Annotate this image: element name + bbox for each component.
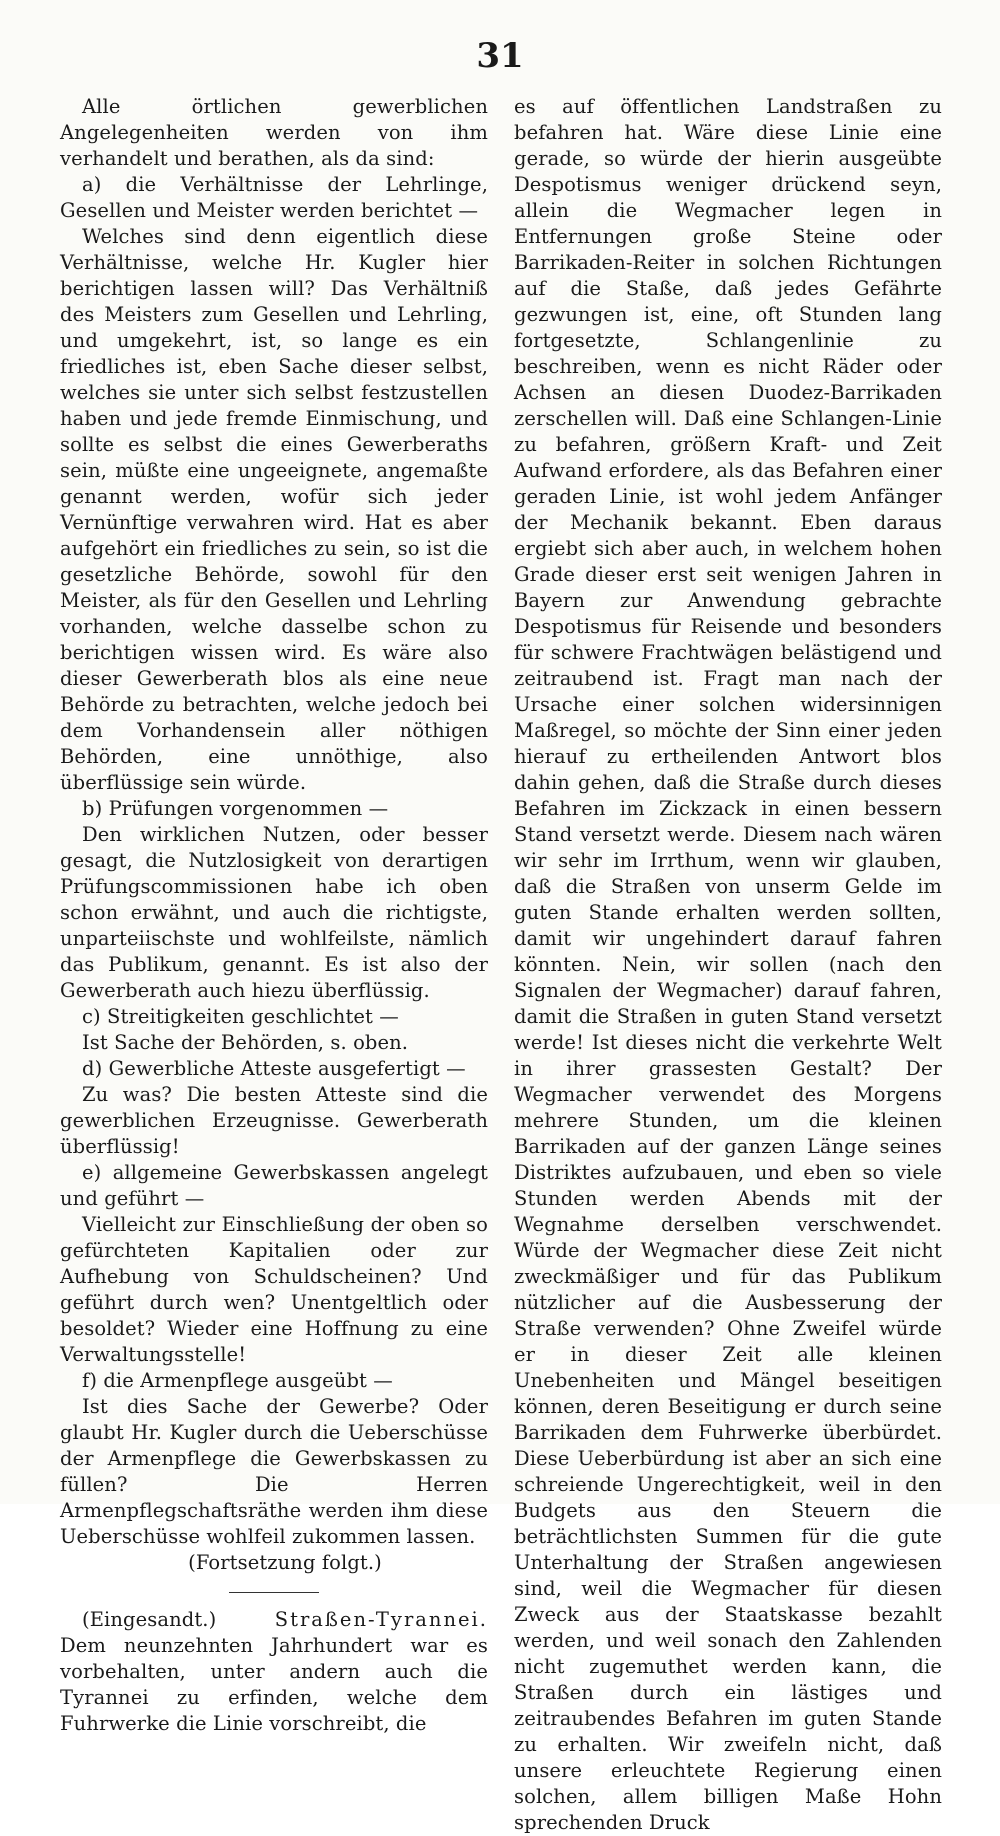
article-prefix: (Eingesandt.) [82,1608,217,1631]
section-divider [229,1592,319,1593]
article-continuation: es auf öffentlichen Landstraßen zu befahren hat. Wäre diese Linie eine gerade, so würde der hierin ausgeübte Despotismus weniger drückend seyn, allein die Wegmacher legen in Entfernungen große Steine oder Barrikaden-Reiter in solchen Richtungen auf die Staße, daß jedes Gefährte gezwungen ist, eine, oft Stunden lang fortgesetzte, Schlangenlinie zu beschreiben, wenn es nicht Räder oder Achsen an diesen Duodez-Barrikaden zerschellen will. Daß eine Schlangen-Linie zu befahren, größern Kraft- und Zeit Aufwand erfordere, als das Befahren einer geraden Linie, ist wohl jedem Anfänger der Mechanik bekannt. Eben daraus ergiebt sich aber auch, in welchem hohen Grade dieser erst seit wenigen Jahren in Bayern zur Anwendung gebrachte Despotismus für Reisende und besonders für schwere Frachtwägen belästigend und zeitraubend ist. Fragt man nach der Ursache einer solchen widersinnigen Maßregel, so möchte der Sinn einer jeden hierauf zu ertheilenden Antwort blos dahin gehen, daß die Straße durch dieses Befahren im Zickzack in einen bessern Stand versetzt werde. Diesem nach wären wir sehr im Irrthum, wenn wir glauben, daß die Straßen von unserm Gelde im guten Stande erhalten werden sollten, damit wir ungehindert darauf fahren könnten. Nein, wir sollen (nach den Signalen der Wegmacher) darauf fahren, damit die Straßen in guten Stand versetzt werde! Ist dieses nicht die verkehrte Welt in ihrer grassesten Gestalt? Der Wegmacher verwendet des Morgens mehrere Stunden, um die kleinen Barrikaden auf der ganzen Länge seines Distriktes aufzubauen, und eben so viele Stunden werden Abends mit der Wegnahme derselben verschwendet. Würde der Wegmacher diese Zeit nicht zweckmäßiger und für das Publikum nützlicher auf die Ausbesserung der Straße verwenden? Ohne Zweifel würde er in dieser Zeit alle kleinen Unebenheiten und Mängel beseitigen können, deren Beseitigung er durch seine Barrikaden dem Fuhrwerke überbürdet. Diese Ueberbürdung ist aber an sich eine schreiende Ungerechtigkeit, weil in den Budgets aus den Steuern die beträchtlichsten Summen für die gute Unterhaltung der Straßen angewiesen sind, weil die Wegmacher für diesen Zweck aus der Staatskasse bezahlt werden, und weil sonach den Zahlenden nicht zugemuthet werden kann, die Straßen durch ein lästiges und zeitraubendes Befahren im guten Stande zu erhalten. Wir zweifeln nicht, daß unsere erleuchtete Regierung einen solchen, allem billigen Maße Hohn sprechenden Druck [514,95,942,1834]
right-column [514,94,942,1836]
paragraph-b-response: Den wirklichen Nutzen, oder besser gesagt, die Nutzlosigkeit von derartigen Prüfungscommissionen habe ich oben schon erwähnt, und auch die richtigste, unparteiischste und wohlfeilste, nämlich das Publikum, genannt. Es ist also der Gewerberath auch hiezu überflüssig. [60,823,488,1002]
paragraph-e-response: Vielleicht zur Einschließung der oben so gefürchteten Kapitalien oder zur Aufhebung von Schuldscheinen? Und geführt durch wen? Unentgeltlich oder besoldet? Wieder eine Hoffnung zu eine Verwaltungsstelle! [60,1213,488,1366]
paragraph-a-response: Welches sind denn eigentlich diese Verhältnisse, welche Hr. Kugler hier berichtigen lassen will? Das Verhältniß des Meisters zum Gesellen und Lehrling, und umgekehrt, ist, so lange es ein friedliches ist, eben Sache dieser selbst, welches sie unter sich selbst festzustellen haben und jede fremde Einmischung, und sollte es selbst die eines Gewerberaths sein, müßte eine ungeeignete, angemaßte genannt werden, wofür sich jeder Vernünftige verwahren wird. Hat es aber aufgehört ein friedliches zu sein, so ist die gesetzliche Behörde, sowohl für den Meister, als für den Gesellen und Lehrling vorhanden, welche dasselbe schon zu berichtigen wissen wird. Es wäre also dieser Gewerberath blos als eine neue Behörde zu betrachten, welche jedoch bei dem Vorhandensein aller nöthigen Behörden, eine unnöthige, also überflüssige sein würde. [60,225,488,794]
paragraph-c-response: Ist Sache der Behörden, s. oben. [82,1031,409,1054]
paragraph-item-a: a) die Verhältnisse der Lehrlinge, Gesellen und Meister werden berichtet — [60,173,488,222]
page-number: 31 [476,36,524,76]
article-title: Straßen-Tyrannei. [274,1608,488,1631]
paragraph-item-e: e) allgemeine Gewerbskassen angelegt und geführt — [60,1161,488,1210]
paragraph-item-b: b) Prüfungen vorgenommen — [82,797,389,820]
paragraph-d-response: Zu was? Die besten Atteste sind die gewerblichen Erzeugnisse. Gewerberath überflüssig! [60,1083,488,1158]
paragraph-item-f: f) die Armenpflege ausgeübt — [82,1369,393,1392]
continued-note: (Fortsetzung folgt.) [188,1551,382,1574]
article-straszen-tyrannei-start [60,1607,488,1737]
article-text-left: Dem neunzehnten Jahrhundert war es vorbehalten, unter andern auch die Tyrannei zu erfinden, welche dem Fuhrwerke die Linie vorschreibt, die [60,1634,488,1735]
paragraph-f-response: Ist dies Sache der Gewerbe? Oder glaubt Hr. Kugler durch die Ueberschüsse der Armenpflege die Gewerbskassen zu füllen? Die Herren Armenpflegschaftsräthe werden ihm diese Ueberschüsse wohlfeil zukommen lassen. [60,1395,488,1548]
paragraph-item-c: c) Streitigkeiten geschlichtet — [82,1005,399,1028]
paragraph-item-d: d) Gewerbliche Atteste ausgefertigt — [82,1057,466,1080]
paragraph-intro: Alle örtlichen gewerblichen Angelegenheiten werden von ihm verhandelt und berathen, als da sind: [60,95,488,170]
left-column [60,94,488,1737]
